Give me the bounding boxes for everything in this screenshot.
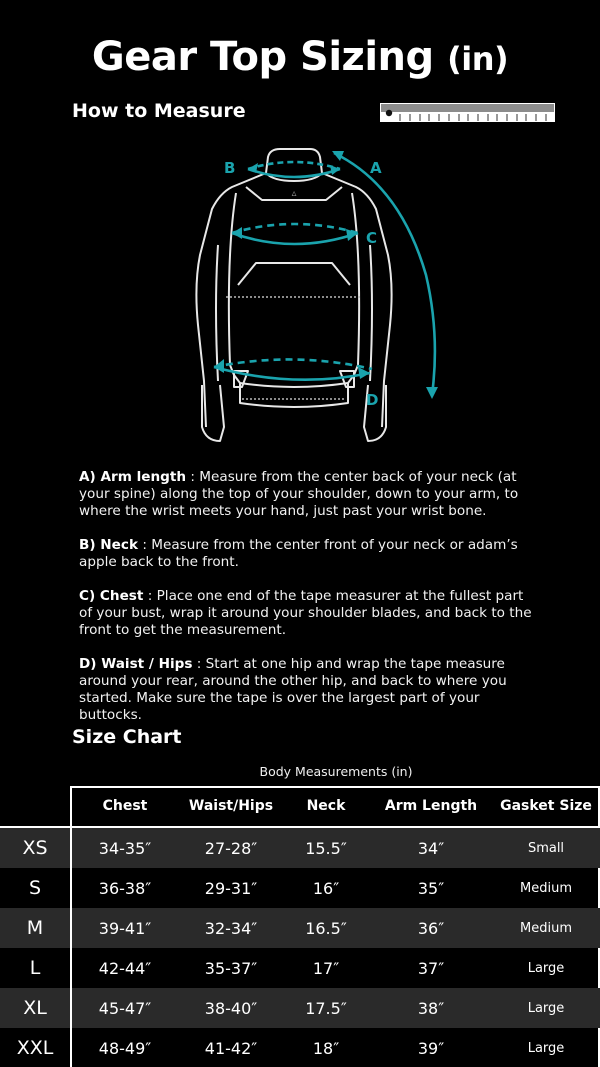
gasket-value: Large (527, 1040, 565, 1056)
chest-value: 45-47″ (98, 998, 152, 1018)
title-unit: (in) (447, 40, 509, 78)
size-chart-heading: Size Chart (72, 726, 182, 748)
neck-value: 17.5″ (305, 998, 347, 1018)
size-label: S (0, 868, 72, 908)
body-measurements-label: Body Measurements (in) (259, 764, 413, 779)
how-to-measure-heading: How to Measure (72, 100, 246, 122)
table-row (0, 948, 600, 988)
table-row (0, 908, 600, 948)
arm-length-value: 35″ (417, 878, 445, 898)
col-header-gasket-size: Gasket Size (500, 798, 592, 814)
arm-length-value: 37″ (417, 958, 445, 978)
instruction-waist-hips: D) Waist / Hips : Start at one hip and wrap the tape measure around your rear, around the other hip, and back to where you started. Make sure the tape is over the largest part of your buttocks. (79, 656, 507, 723)
gasket-value: Medium (520, 880, 572, 896)
page-title (0, 34, 600, 80)
chest-value: 42-44″ (98, 958, 152, 978)
chest-value: 48-49″ (98, 1038, 152, 1058)
title-text: Gear Top Sizing (91, 34, 434, 80)
waist-hips-value: 27-28″ (204, 838, 258, 858)
col-header-chest: Chest (102, 798, 148, 814)
jacket-diagram-icon (190, 145, 460, 455)
neck-value: 16″ (312, 878, 340, 898)
chest-value: 34-35″ (98, 838, 152, 858)
ruler-icon (380, 103, 555, 122)
col-header-arm-length: Arm Length (384, 798, 478, 814)
arm-length-value: 39″ (417, 1038, 445, 1058)
col-header-waist-hips: Waist/Hips (188, 798, 274, 814)
size-label: M (0, 908, 72, 948)
waist-hips-value: 38-40″ (204, 998, 258, 1018)
size-table-body (0, 826, 600, 1067)
arm-length-value: 38″ (417, 998, 445, 1018)
table-row (0, 988, 600, 1028)
table-row (0, 828, 600, 868)
chest-value: 39-41″ (98, 918, 152, 938)
instruction-chest: C) Chest : Place one end of the tape measurer at the fullest part of your bust, wrap it around your shoulder blades, and back to the front to get the measurement. (79, 588, 532, 638)
gasket-value: Medium (520, 920, 572, 936)
waist-hips-value: 35-37″ (204, 958, 258, 978)
svg-text:△: △ (291, 190, 297, 197)
neck-value: 16.5″ (305, 918, 347, 938)
table-row (0, 1028, 600, 1067)
size-table-header (72, 786, 598, 826)
svg-text:B: B (224, 159, 236, 177)
size-label: XL (0, 988, 72, 1028)
instruction-neck: B) Neck : Measure from the center front of your neck or adam’s apple back to the front. (79, 537, 518, 570)
measurement-instructions (79, 469, 539, 741)
neck-value: 15.5″ (305, 838, 347, 858)
size-label: XS (0, 828, 72, 868)
size-label: XXL (0, 1028, 72, 1067)
neck-value: 17″ (312, 958, 340, 978)
arm-length-value: 34″ (417, 838, 445, 858)
gasket-value: Large (527, 960, 565, 976)
instruction-arm-length: A) Arm length : Measure from the center back of your neck (at your spine) along the top of your shoulder, down to your arm, to where the wrist meets your hand, just past your wrist bone. (79, 469, 519, 519)
arm-length-value: 36″ (417, 918, 445, 938)
waist-hips-value: 41-42″ (204, 1038, 258, 1058)
svg-text:A: A (370, 159, 382, 177)
gasket-value: Large (527, 1000, 565, 1016)
size-label: L (0, 948, 72, 988)
table-row (0, 868, 600, 908)
col-header-neck: Neck (306, 798, 346, 814)
waist-hips-value: 29-31″ (204, 878, 258, 898)
neck-value: 18″ (312, 1038, 340, 1058)
gasket-value: Small (527, 840, 565, 856)
chest-value: 36-38″ (98, 878, 152, 898)
svg-text:C: C (366, 229, 378, 247)
svg-text:D: D (366, 391, 379, 409)
waist-hips-value: 32-34″ (204, 918, 258, 938)
